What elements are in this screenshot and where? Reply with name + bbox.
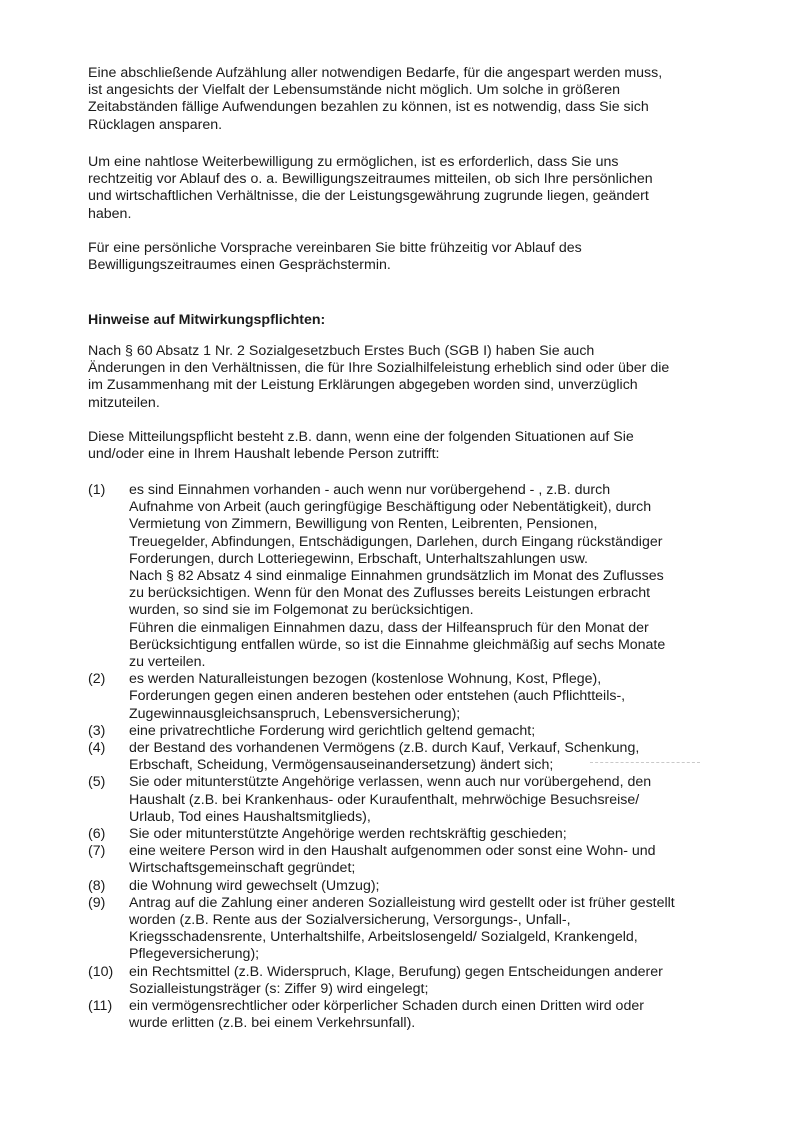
list-item-number: (5) xyxy=(88,774,106,791)
text-line: Eine abschließende Aufzählung aller notwendigen Bedarfe, für die angespart werden muss, xyxy=(88,65,663,81)
text-line: es werden Naturalleistungen bezogen (kostenlose Wohnung, Kost, Pflege), xyxy=(129,671,602,688)
list-item-number: (11) xyxy=(88,998,113,1015)
list-item xyxy=(88,964,718,998)
text-line: Berücksichtigung entfallen würde, so ist die Einnahme gleichmäßig auf sechs Monate xyxy=(129,636,666,653)
text-line: Sie oder mitunterstützte Angehörige werden rechtskräftig geschieden; xyxy=(129,826,567,843)
text-line: es sind Einnahmen vorhanden - auch wenn nur vorübergehend - , z.B. durch xyxy=(129,482,611,498)
list-item-number: (7) xyxy=(88,843,106,860)
list-item-number: (2) xyxy=(88,671,106,688)
text-line: mitzuteilen. xyxy=(88,394,160,411)
text-line: Änderungen in den Verhältnissen, die für Ihre Sozialhilfeleistung erheblich sind oder über die xyxy=(88,360,670,377)
list-item-number: (3) xyxy=(88,722,106,739)
text-line: Antrag auf die Zahlung einer anderen Sozialleistung wird gestellt oder ist früher gestellt xyxy=(129,894,675,911)
list-item-text xyxy=(129,998,718,1032)
text-line: Treuegelder, Abfindungen, Entschädigungen, Darlehen, durch Eingang rückständiger xyxy=(129,533,663,550)
text-line: Rücklagen ansparen. xyxy=(88,116,223,133)
text-line: Forderungen gegen einen anderen bestehen oder entstehen (auch Pflichtteils-, xyxy=(129,688,626,705)
text-line: Nach § 82 Absatz 4 sind einmalige Einnahmen grundsätzlich im Monat des Zuflusses xyxy=(129,568,664,585)
text-line: Vermietung von Zimmern, Bewilligung von Renten, Leibrenten, Pensionen, xyxy=(129,516,598,533)
list-item-text xyxy=(129,740,718,774)
list-item-number: (1) xyxy=(88,482,106,498)
paragraph-appointment xyxy=(88,240,728,274)
list-item-text xyxy=(129,843,718,877)
text-line: Aufnahme von Arbeit (auch geringfügige Beschäftigung oder Nebentätigkeit), durch xyxy=(129,499,652,516)
list-item xyxy=(88,878,718,895)
paragraph-legal-basis xyxy=(88,343,728,412)
text-line: der Bestand des vorhandenen Vermögens (z.B. durch Kauf, Verkauf, Schenkung, xyxy=(129,740,640,757)
list-item-text xyxy=(129,723,718,740)
text-line: zu berücksichtigen. Wenn für den Monat des Zuflusses bereits Leistungen erbracht xyxy=(129,585,651,602)
text-line: Sozialleistungsträger (s: Ziffer 9) wird eingelegt; xyxy=(129,980,429,997)
text-line: ein vermögensrechtlicher oder körperlicher Schaden durch einen Dritten wird oder xyxy=(129,998,644,1015)
scan-artifact-line xyxy=(590,762,700,763)
list-item-text xyxy=(129,774,718,826)
text-line: im Zusammenhang mit der Leistung Erklärungen abgegeben worden sind, unverzüglich xyxy=(88,377,638,394)
list-item xyxy=(88,723,718,740)
paragraph-savings xyxy=(88,65,728,134)
text-line: Erbschaft, Scheidung, Vermögensauseinandersetzung) ändert sich; xyxy=(129,757,554,774)
text-line: Um eine nahtlose Weiterbewilligung zu ermöglichen, ist es erforderlich, dass Sie uns xyxy=(88,154,619,170)
text-line: Wirtschaftsgemeinschaft gegründet; xyxy=(129,860,356,877)
list-item-number: (8) xyxy=(88,877,106,894)
text-line: Sie oder mitunterstützte Angehörige verlassen, wenn auch nur vorübergehend, den xyxy=(129,774,652,791)
list-item-number: (4) xyxy=(88,740,106,757)
list-item-text xyxy=(129,964,718,998)
list-item xyxy=(88,843,718,877)
text-line: eine weitere Person wird in den Haushalt aufgenommen oder sonst eine Wohn- und xyxy=(129,843,656,860)
text-line: wurden, so sind sie im Folgemonat zu berücksichtigen. xyxy=(129,602,474,619)
text-line: die Wohnung wird gewechselt (Umzug); xyxy=(129,877,380,894)
text-line: Bewilligungszeitraumes einen Gesprächstermin. xyxy=(88,257,391,274)
text-line: Führen die einmaligen Einnahmen dazu, dass der Hilfeanspruch für den Monat der xyxy=(129,619,649,636)
list-item xyxy=(88,998,718,1032)
list-item-number: (6) xyxy=(88,826,106,843)
text-line: Für eine persönliche Vorsprache vereinbaren Sie bitte frühzeitig vor Ablauf des xyxy=(88,240,582,256)
text-line: Kriegsschadensrente, Unterhaltshilfe, Arbeitslosengeld/ Sozialgeld, Krankengeld, xyxy=(129,929,638,946)
text-line: Haushalt (z.B. bei Krankenhaus- oder Kuraufenthalt, mehrwöchige Besuchsreise/ xyxy=(129,791,640,808)
text-line: und/oder eine in Ihrem Haushalt lebende Person zutrifft: xyxy=(88,446,440,463)
paragraph-continuation xyxy=(88,154,728,223)
list-item xyxy=(88,671,718,723)
list-item xyxy=(88,482,718,671)
list-item xyxy=(88,774,718,826)
text-line: Zugewinnausgleichsanspruch, Lebensversicherung); xyxy=(129,705,461,722)
situations-list xyxy=(88,482,718,1033)
list-item xyxy=(88,895,718,964)
text-line: Urlaub, Tod eines Haushaltsmitglieds), xyxy=(129,808,371,825)
text-line: worden (z.B. Rente aus der Sozialversicherung, Versorgungs-, Unfall-, xyxy=(129,912,571,929)
list-item-number: (9) xyxy=(88,894,106,911)
text-line: und wirtschaftlichen Verhältnisse, die der Leistungsgewährung zugrunde liegen, geändert xyxy=(88,188,649,205)
list-item-text xyxy=(129,671,718,723)
list-item-text xyxy=(129,895,718,964)
text-line: zu verteilen. xyxy=(129,654,206,671)
text-line: haben. xyxy=(88,205,132,222)
text-line: Diese Mitteilungspflicht besteht z.B. dann, wenn eine der folgenden Situationen auf Sie xyxy=(88,429,634,445)
text-line: Pflegeversicherung); xyxy=(129,946,260,963)
list-item xyxy=(88,826,718,843)
text-line: wurde erlitten (z.B. bei einem Verkehrsunfall). xyxy=(129,1015,416,1032)
text-line: Zeitabständen fällige Aufwendungen bezahlen zu können, ist es notwendig, dass Sie sich xyxy=(88,99,649,116)
list-item-text xyxy=(129,482,718,671)
paragraph-reporting-duty xyxy=(88,429,728,463)
text-line: Nach § 60 Absatz 1 Nr. 2 Sozialgesetzbuch Erstes Buch (SGB I) haben Sie auch xyxy=(88,343,595,359)
text-line: Forderungen, durch Lotteriegewinn, Erbschaft, Unterhaltszahlungen usw. xyxy=(129,550,589,567)
list-item-text xyxy=(129,878,718,895)
list-item xyxy=(88,740,718,774)
text-line: eine privatrechtliche Forderung wird gerichtlich geltend gemacht; xyxy=(129,722,536,739)
list-item-text xyxy=(129,826,718,843)
text-line: ein Rechtsmittel (z.B. Widerspruch, Klage, Berufung) gegen Entscheidungen anderer xyxy=(129,963,663,980)
section-heading: Hinweise auf Mitwirkungspflichten: xyxy=(88,312,326,328)
text-line: ist angesichts der Vielfalt der Lebensumstände nicht möglich. Um solche in größeren xyxy=(88,82,621,99)
text-line: rechtzeitig vor Ablauf des o. a. Bewilligungszeitraumes mitteilen, ob sich Ihre persönlichen xyxy=(88,171,653,188)
list-item-number: (10) xyxy=(88,963,114,980)
